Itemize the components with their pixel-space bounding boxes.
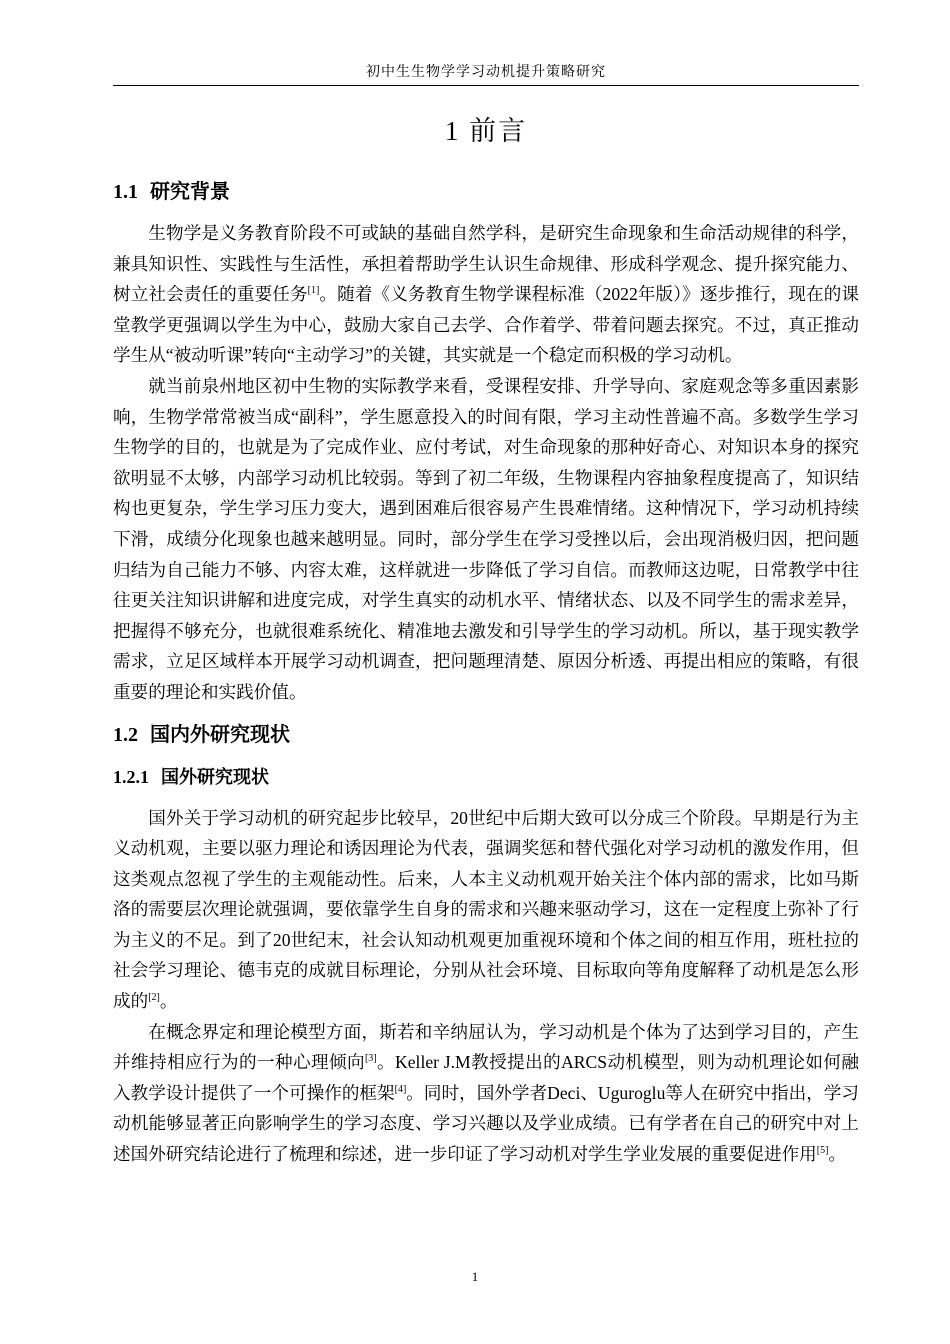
chapter-title: 1 前言 xyxy=(444,116,528,146)
paragraph-text: 就当前泉州地区初中生物的实际教学来看，受课程安排、升学导向、家庭观念等多重因素影响，生物学常常被当成“副科”，学生愿意投入的时间有限，学习主动性普遍不高。多数学生学习生物学的目的，也就是为了完成作业、应付考试，对生命现象的那种好奇心、对知识本身的探究欲明显不太够，内部学习动机比较弱。等到了初二年级，生物课程内容抽象程度提高了，知识结构也更复杂，学生学习压力变大，遇到困难后很容易产生畏难情绪。这种情况下，学习动机持续下滑，成绩分化现象也越来越明显。同时，部分学生在学习受挫以后，会出现消极归因，把问题归结为自己能力不够、内容太难，这样就进一步降低了学习自信。而教师这边呢，日常教学中往往更关注知识讲解和进度完成，对学生真实的动机水平、情绪状态、以及不同学生的需求差异，把握得不够充分，也就很难系统化、精准地去激发和引导学生的学习动机。所以，基于现实教学需求，立足区域样本开展学习动机调查，把问题理清楚、原因分析透、再提出相应的策略，有很重要的理论和实践价值。 xyxy=(113,375,859,702)
paragraph-foreign-2 xyxy=(113,1017,859,1170)
subsection-heading-1-2-1 xyxy=(113,761,859,794)
page-content xyxy=(113,109,859,1170)
citation-ref: [3] xyxy=(364,1053,377,1065)
paragraph-text: 。Keller J.M教授提出的ARCS动机模型，则为动机理论如何融入教学设计提供了一个可操作的框架 xyxy=(113,1052,859,1103)
citation-ref: [5] xyxy=(816,1145,829,1157)
paragraph-background-1 xyxy=(113,218,859,371)
header-divider xyxy=(113,85,859,86)
paragraph-text: 生物学是义务教育阶段不可或缺的基础自然学科，是研究生命现象和生命活动规律的科学，兼具知识性、实践性与生活性，承担着帮助学生认识生命规律、形成科学观念、提升探究能力、树立社会责任的重要任务 xyxy=(113,223,859,305)
section-title: 国内外研究现状 xyxy=(150,721,290,746)
paragraph-text: 国外关于学习动机的研究起步比较早，20世纪中后期大致可以分成三个阶段。早期是行为主义动机观，主要以驱力理论和诱因理论为代表，强调奖惩和替代强化对学习动机的激发作用，但这类观点忽视了学生的主观能动性。后来，人本主义动机观开始关注个体内部的需求，比如马斯洛的需要层次理论就强调，要依靠学生自身的需求和兴趣来驱动学习，这在一定程度上弥补了行为主义的不足。到了20世纪末，社会认知动机观更加重视环境和个体之间的相互作用，班杜拉的社会学习理论、德韦克的成就目标理论，分别从社会环境、目标取向等角度解释了动机是怎么形成的 xyxy=(113,807,859,1012)
section-number: 1.2.1 xyxy=(113,766,149,787)
paragraph-background-2 xyxy=(113,371,859,708)
paragraph-text: 。 xyxy=(828,1144,847,1165)
citation-ref: [1] xyxy=(307,285,320,297)
citation-ref: [4] xyxy=(394,1083,407,1095)
paragraph-text: 。同时，国外学者Deci、Uguroglu等人在研究中指出，学习动机能够显著正向影响学生的学习态度、学习兴趣以及学业成绩。已有学者在自己的研究中对上述国外研究结论进行了梳理和综述，进一步印证了学习动机对学生学业发展的重要促进作用 xyxy=(113,1082,859,1165)
section-number: 1.2 xyxy=(113,723,138,746)
section-title: 研究背景 xyxy=(150,179,230,203)
paragraph-text: 。随着《义务教育生物学课程标准（2022年版）》逐步推行，现在的课堂教学更强调以学生为中心，鼓励大家自己去学、合作着学、带着问题去探究。不过，真正推动学生从“被动听课”转向“主动学习”的关键，其实就是一个稳定而积极的学习动机。 xyxy=(113,284,859,366)
section-heading-1-1 xyxy=(113,173,859,210)
paragraph-text: 在概念界定和理论模型方面，斯若和辛纳屈认为，学习动机是个体为了达到学习目的，产生并维持相应行为的一种心理倾向 xyxy=(113,1021,859,1073)
page-number: 1 xyxy=(471,1269,479,1284)
citation-ref: [2] xyxy=(148,992,160,1004)
paragraph-foreign-1 xyxy=(113,803,859,1017)
section-heading-1-2 xyxy=(113,716,859,753)
section-title: 国外研究现状 xyxy=(161,766,269,788)
running-header: 初中生生物学学习动机提升策略研究 xyxy=(366,65,606,80)
paragraph-text: 。 xyxy=(159,991,178,1012)
section-number: 1.1 xyxy=(113,181,138,203)
